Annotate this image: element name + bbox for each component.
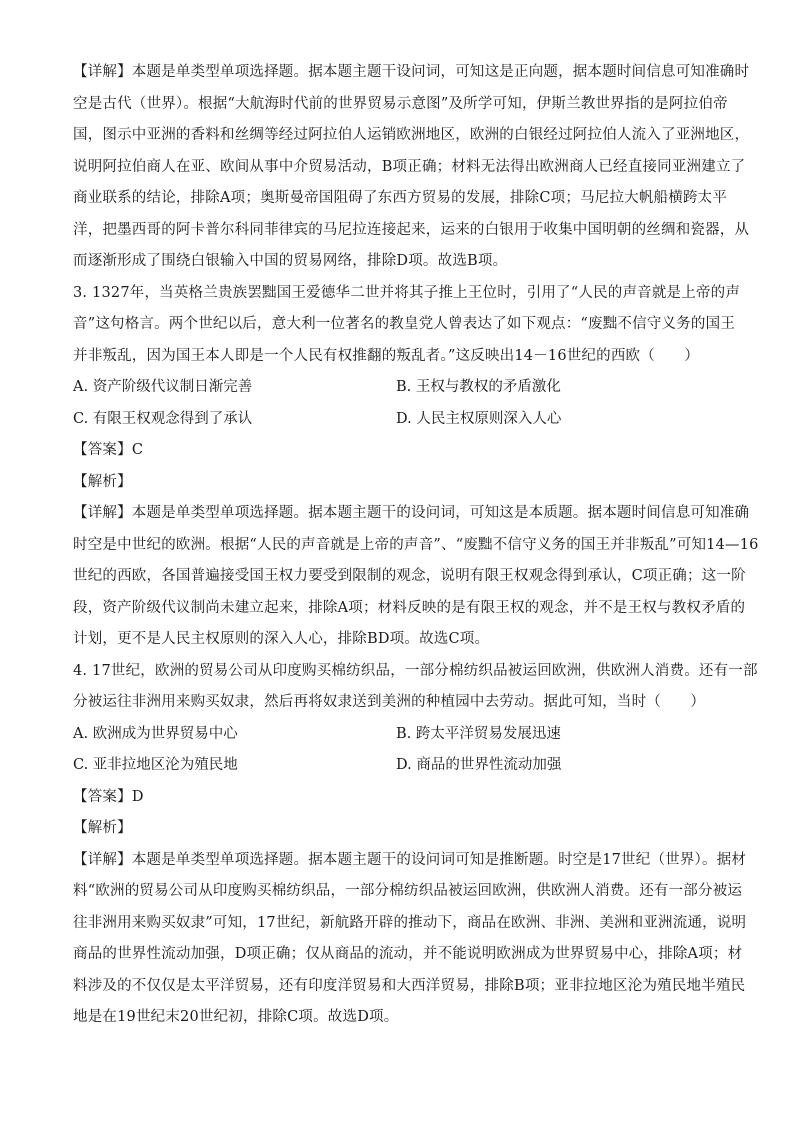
- option-b: B. 王权与教权的矛盾激化: [396, 379, 561, 395]
- option-d: D. 人民主权原则深入人心: [396, 410, 562, 427]
- question-stem-line: 4. 17世纪，欧洲的贸易公司从印度购买棉纺织品，一部分棉纺织品被运回欧洲，供欧洲人消费。还有一部: [73, 662, 758, 679]
- options-row: [73, 719, 725, 751]
- text-line: 而逐渐形成了围绕白银输入中国的贸易网络，排除D项。故选B项。: [73, 253, 508, 269]
- detail-line: 世纪的西欧，各国普遍接受国王权力要受到限制的观念，说明有限王权观念得到承认，C项正确；这一阶: [73, 568, 746, 584]
- text-line: 空是古代（世界）。根据“大航海时代前的世界贸易示意图”及所学可知，伊斯兰教世界指的是阿拉伯帝: [73, 95, 728, 112]
- answer-line: [73, 435, 725, 467]
- options-row: [73, 404, 725, 436]
- text-line: 说明阿拉伯商人在亚、欧间从事中介贸易活动，B项正确；材料无法得出欧洲商人已经直接同亚洲建立了: [73, 158, 746, 175]
- option-a: A. 欧洲成为世界贸易中心: [73, 725, 238, 742]
- text-line: 商业联系的结论，排除A项；奥斯曼帝国阻碍了东西方贸易的发展，排除C项；马尼拉大帆船横跨太平: [73, 190, 728, 206]
- answer-tag: 【答案】: [73, 788, 132, 805]
- answer-value: C: [131, 442, 144, 458]
- detail-line: 计划，更不是人民主权原则的深入人心，排除BD项。故选C项。: [73, 631, 490, 647]
- detail-block-q2: [73, 57, 750, 278]
- options-row: [73, 750, 725, 782]
- question-stem-line: 分被运往非洲用来购买奴隶，然后再将奴隶送到美洲的种植园中去劳动。据此可知，当时（ ）: [73, 694, 706, 710]
- detail-line: 料“欧洲的贸易公司从印度购买棉纺织品，一部分棉纺织品被运回欧洲，供欧洲人消费。还有一部分被运: [73, 883, 743, 899]
- document-page: [73, 57, 759, 1034]
- detail-line: 往非洲用来购买奴隶”可知，17世纪，新航路开辟的推动下，商品在欧洲、非洲、美洲和亚洲流通，说明: [73, 914, 747, 931]
- option-d: D. 商品的世界性流动加强: [396, 757, 562, 773]
- options-row: [73, 372, 725, 404]
- question-3: [73, 278, 759, 656]
- text-line: 国，图示中亚洲的香料和丝绸等经过阿拉伯人运销欧洲地区，欧洲的白银经过阿拉伯人流入了亚洲地区，: [73, 127, 750, 143]
- option-c: C. 有限王权观念得到了承认: [73, 410, 253, 427]
- detail-line: 地是在19世纪末20世纪初，排除C项。故选D项。: [73, 1009, 399, 1025]
- text-line: 洋，把墨西哥的阿卡普尔科同菲律宾的马尼拉连接起来，运来的白银用于收集中国明朝的丝绸和瓷器，从: [73, 221, 750, 238]
- detail-line: 料涉及的不仅仅是太平洋贸易，还有印度洋贸易和大西洋贸易，排除B项；亚非拉地区沦为殖民地半殖民: [73, 977, 746, 994]
- option-b: B. 跨太平洋贸易发展迅速: [396, 725, 561, 742]
- analysis-tag: 【解析】: [73, 473, 132, 490]
- question-stem-line: 3. 1327年，当英格兰贵族罢黜国王爱德华二世并将其子推上王位时，引用了“人民的声音就是上帝的声: [73, 284, 741, 301]
- analysis-tag: 【解析】: [73, 820, 132, 836]
- option-c: C. 亚非拉地区沦为殖民地: [73, 757, 238, 773]
- detail-line: 时空是中世纪的欧洲。根据“人民的声音就是上帝的声音”、“废黜不信守义务的国王并非叛乱”可知14—16: [73, 536, 759, 553]
- detail-line: 【详解】本题是单类型单项选择题。据本题主题干的设问词，可知这是本质题。据本题时间信息可知准确: [73, 505, 750, 521]
- question-stem-line: 并非叛乱，因为国王本人即是一个人民有权推翻的叛乱者。”这反映出14－16世纪的西欧（ ）: [73, 347, 700, 364]
- question-4: [73, 656, 758, 1034]
- answer-tag: 【答案】: [73, 442, 132, 458]
- question-stem-line: 音”这句格言。两个世纪以后，意大利一位著名的教皇党人曾表达了如下观点：“废黜不信守义务的国王: [73, 316, 736, 332]
- answer-line: [73, 782, 725, 814]
- analysis-heading: [73, 813, 725, 845]
- detail-line: 【详解】本题是单类型单项选择题。据本题主题干的设问词可知是推断题。时空是17世纪（世界）。据材: [73, 851, 747, 868]
- analysis-heading: [73, 467, 725, 499]
- option-a: A. 资产阶级代议制日渐完善: [73, 379, 253, 395]
- answer-value: D: [131, 788, 144, 805]
- text-line: 【详解】本题是单类型单项选择题。据本题主题干设问词，可知这是正向题，据本题时间信息可知准确时: [73, 64, 750, 80]
- detail-line: 商品的世界性流动加强，D项正确；仅从商品的流动，并不能说明欧洲成为世界贸易中心，排除A项；材: [73, 946, 743, 962]
- detail-line: 段，资产阶级代议制尚未建立起来，排除A项；材料反映的是有限王权的观念，并不是王权与教权矛盾的: [73, 599, 746, 616]
